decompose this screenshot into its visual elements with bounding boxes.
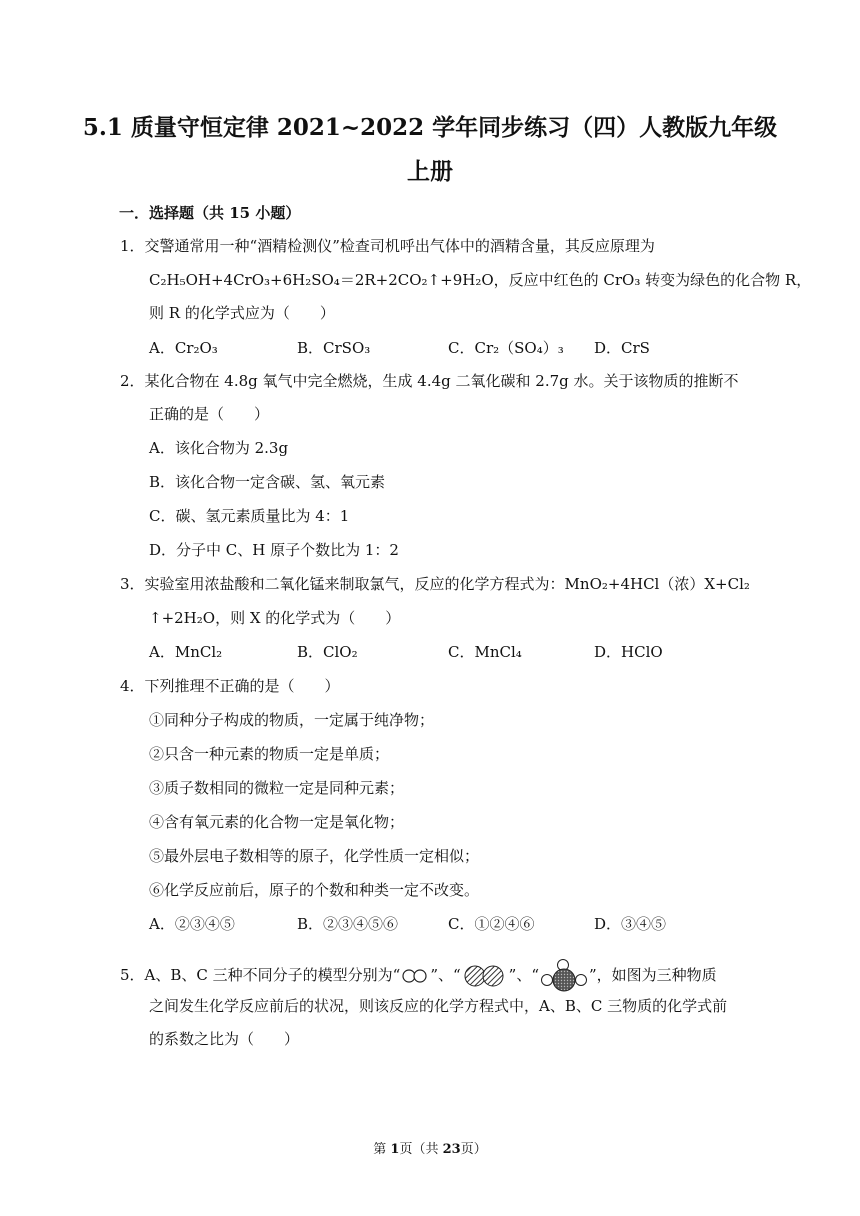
q1-option-a: A．Cr₂O₃ <box>149 339 218 357</box>
q2-option-d: D．分子中 C、H 原子个数比为 1：2 <box>149 541 399 559</box>
document-title-line2: 上册 <box>407 158 453 185</box>
q1-stem-line2: C₂H₅OH+4CrO₃+6H₂SO₄＝2R+2CO₂↑+9H₂O，反应中红色的 CrO₃ 转变为绿色的化合物 R， <box>149 271 812 289</box>
footer-mid: 页（共 <box>399 1142 443 1157</box>
q4-statement-1: ①同种分子构成的物质，一定属于纯净物； <box>149 711 435 729</box>
footer-page-number: 1 <box>390 1142 400 1157</box>
q2-option-b: B．该化合物一定含碳、氢、氧元素 <box>149 473 386 491</box>
molecule-a-icon <box>400 968 430 984</box>
footer-prefix: 第 <box>373 1142 391 1157</box>
q4-stem: 4．下列推理不正确的是（ ） <box>120 677 340 695</box>
q5-text-b: ”、“ <box>430 966 461 984</box>
q2-stem-line1: 2．某化合物在 4.8g 氧气中完全燃烧，生成 4.4g 二氧化碳和 2.7g 水。关于该物质的推断不 <box>120 372 739 390</box>
q1-stem-line3: 则 R 的化学式应为（ ） <box>149 304 335 322</box>
q2-stem-line2: 正确的是（ ） <box>149 405 270 423</box>
document-title-line1: 5.1 质量守恒定律 2021~2022 学年同步练习（四）人教版九年级 <box>82 114 778 141</box>
section-heading: 一．选择题（共 15 小题） <box>119 204 301 222</box>
q3-option-a: A．MnCl₂ <box>149 643 223 661</box>
q5-stem-line3: 的系数之比为（ ） <box>149 1030 300 1048</box>
q1-stem-line1: 1．交警通常用一种“酒精检测仪”检查司机呼出气体中的酒精含量，其反应原理为 <box>120 237 655 255</box>
q5-text-a: 5．A、B、C 三种不同分子的模型分别为“ <box>120 966 401 984</box>
q3-stem-line1: 3．实验室用浓盐酸和二氧化锰来制取氯气，反应的化学方程式为：MnO₂+4HCl（浓）X+Cl₂ <box>120 575 750 593</box>
q2-option-c: C．碳、氢元素质量比为 4：1 <box>149 507 350 525</box>
q4-statement-4: ④含有氧元素的化合物一定是氧化物； <box>149 813 405 831</box>
q3-option-d: D．HClO <box>594 643 663 661</box>
q4-statement-3: ③质子数相同的微粒一定是同种元素； <box>149 779 405 797</box>
q5-stem-line1 <box>120 958 717 994</box>
q4-option-b: B．②③④⑤⑥ <box>297 915 399 933</box>
q5-stem-line2: 之间发生化学反应前后的状况，则该反应的化学方程式中，A、B、C 三物质的化学式前 <box>149 997 728 1015</box>
q1-option-b: B．CrSO₃ <box>297 339 371 357</box>
q4-statement-5: ⑤最外层电子数相等的原子，化学性质一定相似； <box>149 847 480 865</box>
q3-option-b: B．ClO₂ <box>297 643 358 661</box>
footer-total-pages: 23 <box>442 1142 461 1157</box>
q4-statement-6: ⑥化学反应前后，原子的个数和种类一定不改变。 <box>149 881 480 899</box>
q1-option-d: D．CrS <box>594 339 650 357</box>
footer-suffix: 页） <box>460 1142 487 1157</box>
q3-option-c: C．MnCl₄ <box>448 643 522 661</box>
molecule-c-icon <box>539 958 589 994</box>
q2-option-a: A．该化合物为 2.3g <box>149 439 289 457</box>
q3-stem-line2: ↑+2H₂O，则 X 的化学式为（ ） <box>149 609 401 627</box>
page-footer <box>0 1141 860 1159</box>
molecule-b-icon <box>461 965 509 987</box>
q5-text-d: ”，如图为三种物质 <box>589 966 717 984</box>
q4-option-d: D．③④⑤ <box>594 915 667 933</box>
q4-statement-2: ②只含一种元素的物质一定是单质； <box>149 745 390 763</box>
q5-text-c: ”、“ <box>508 966 540 984</box>
q4-option-c: C．①②④⑥ <box>448 915 535 933</box>
q4-option-a: A．②③④⑤ <box>149 915 235 933</box>
q1-option-c: C．Cr₂（SO₄）₃ <box>448 339 564 357</box>
